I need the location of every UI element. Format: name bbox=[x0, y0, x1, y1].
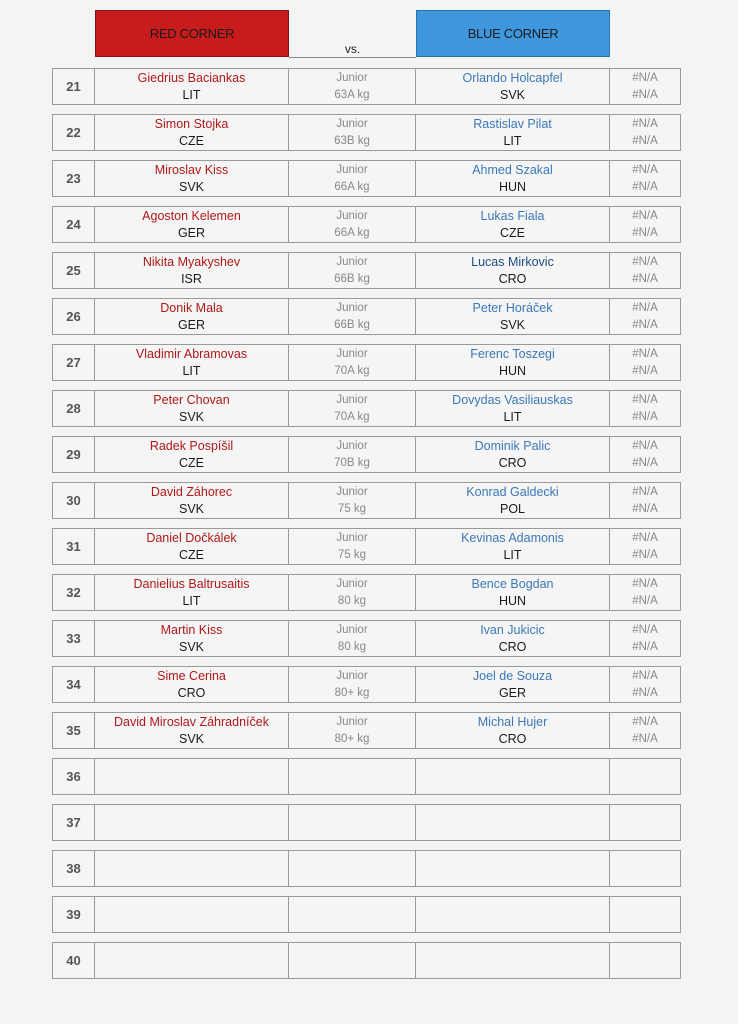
result-cell bbox=[610, 345, 680, 380]
red-corner-cell bbox=[95, 437, 289, 472]
blue-fighter-name: Dovydas Vasiliauskas bbox=[452, 392, 573, 407]
blue-corner-cell bbox=[416, 621, 610, 656]
red-fighter-country: SVK bbox=[178, 639, 204, 654]
red-fighter-name: Danielius Baltrusaitis bbox=[133, 576, 250, 591]
blue-fighter-country: GER bbox=[498, 685, 527, 700]
result-value: #N/A bbox=[632, 732, 658, 745]
bout-number-cell bbox=[53, 897, 95, 932]
bout-category: Junior bbox=[336, 577, 368, 590]
red-fighter-country: ISR bbox=[181, 271, 202, 286]
bout-row bbox=[52, 252, 681, 289]
blue-fighter-country: CRO bbox=[498, 639, 527, 654]
bout-weight-class: 66B kg bbox=[334, 318, 370, 331]
red-fighter-country: GER bbox=[177, 225, 206, 240]
red-corner-cell bbox=[95, 621, 289, 656]
blue-fighter-name: Lukas Fiala bbox=[480, 208, 545, 223]
category-cell bbox=[289, 437, 416, 472]
blue-corner-cell bbox=[416, 207, 610, 242]
vs-label: vs. bbox=[344, 42, 361, 56]
bout-category: Junior bbox=[336, 669, 368, 682]
bout-table bbox=[52, 68, 681, 988]
red-corner-cell bbox=[95, 207, 289, 242]
blue-fighter-name: Orlando Holcapfel bbox=[462, 70, 563, 85]
bout-row bbox=[52, 528, 681, 565]
blue-fighter-country: CZE bbox=[500, 225, 525, 240]
bout-category: Junior bbox=[336, 531, 368, 544]
blue-fighter-country: POL bbox=[499, 501, 525, 516]
bout-category: Junior bbox=[336, 485, 368, 498]
category-cell bbox=[289, 851, 416, 886]
blue-fighter-country: CRO bbox=[498, 731, 527, 746]
bout-number-cell bbox=[53, 483, 95, 518]
category-cell bbox=[289, 621, 416, 656]
bout-row bbox=[52, 620, 681, 657]
red-fighter-country: LIT bbox=[182, 593, 201, 608]
bout-row bbox=[52, 68, 681, 105]
bout-category: Junior bbox=[336, 71, 368, 84]
result-cell bbox=[610, 437, 680, 472]
result-cell bbox=[610, 253, 680, 288]
bout-row bbox=[52, 712, 681, 749]
bout-number: 29 bbox=[66, 447, 81, 462]
bout-weight-class: 63B kg bbox=[334, 134, 370, 147]
bout-number: 39 bbox=[66, 907, 81, 922]
category-cell bbox=[289, 759, 416, 794]
bout-category: Junior bbox=[336, 715, 368, 728]
red-fighter-name: Daniel Dočkálek bbox=[146, 530, 237, 545]
bout-row bbox=[52, 804, 681, 841]
result-cell bbox=[610, 943, 680, 978]
bout-weight-class: 75 kg bbox=[337, 548, 367, 561]
result-value: #N/A bbox=[632, 364, 658, 377]
result-cell bbox=[610, 69, 680, 104]
bout-row bbox=[52, 390, 681, 427]
red-fighter-country: GER bbox=[177, 317, 206, 332]
result-value: #N/A bbox=[632, 410, 658, 423]
bout-weight-class: 66A kg bbox=[334, 180, 370, 193]
bout-number-cell bbox=[53, 529, 95, 564]
blue-fighter-name: Dominik Palic bbox=[474, 438, 551, 453]
category-cell bbox=[289, 575, 416, 610]
category-cell bbox=[289, 529, 416, 564]
bout-row bbox=[52, 344, 681, 381]
red-fighter-name: Nikita Myakyshev bbox=[142, 254, 241, 269]
result-value: #N/A bbox=[632, 226, 658, 239]
bout-number: 31 bbox=[66, 539, 81, 554]
bout-number: 33 bbox=[66, 631, 81, 646]
red-fighter-country: SVK bbox=[178, 501, 204, 516]
bout-number-cell bbox=[53, 69, 95, 104]
blue-fighter-country: SVK bbox=[499, 317, 525, 332]
result-value: #N/A bbox=[632, 502, 658, 515]
category-cell bbox=[289, 805, 416, 840]
bout-number-cell bbox=[53, 437, 95, 472]
result-value: #N/A bbox=[632, 669, 658, 682]
bout-category: Junior bbox=[336, 623, 368, 636]
red-fighter-country: SVK bbox=[178, 731, 204, 746]
red-corner-cell bbox=[95, 115, 289, 150]
blue-fighter-name: Ahmed Szakal bbox=[472, 162, 553, 177]
bout-category: Junior bbox=[336, 439, 368, 452]
blue-fighter-name: Peter Horáček bbox=[472, 300, 553, 315]
result-cell bbox=[610, 897, 680, 932]
red-fighter-name: David Záhorec bbox=[150, 484, 233, 499]
bout-number-cell bbox=[53, 345, 95, 380]
blue-corner-cell bbox=[416, 667, 610, 702]
bout-number-cell bbox=[53, 713, 95, 748]
bout-row bbox=[52, 896, 681, 933]
blue-corner-cell bbox=[416, 713, 610, 748]
result-cell bbox=[610, 161, 680, 196]
blue-fighter-name: Joel de Souza bbox=[472, 668, 553, 683]
blue-fighter-name: Bence Bogdan bbox=[471, 576, 554, 591]
result-value: #N/A bbox=[632, 439, 658, 452]
bout-row bbox=[52, 114, 681, 151]
result-value: #N/A bbox=[632, 347, 658, 360]
result-cell bbox=[610, 529, 680, 564]
bout-number: 24 bbox=[66, 217, 81, 232]
bout-weight-class: 63A kg bbox=[334, 88, 370, 101]
result-cell bbox=[610, 207, 680, 242]
blue-corner-cell bbox=[416, 253, 610, 288]
result-value: #N/A bbox=[632, 117, 658, 130]
category-cell bbox=[289, 713, 416, 748]
red-corner-cell bbox=[95, 575, 289, 610]
blue-fighter-country: CRO bbox=[498, 271, 527, 286]
result-value: #N/A bbox=[632, 134, 658, 147]
red-corner-cell bbox=[95, 483, 289, 518]
result-value: #N/A bbox=[632, 623, 658, 636]
blue-fighter-name: Konrad Galdecki bbox=[466, 484, 559, 499]
category-cell bbox=[289, 69, 416, 104]
bout-row bbox=[52, 666, 681, 703]
red-corner-cell bbox=[95, 667, 289, 702]
bout-number-cell bbox=[53, 115, 95, 150]
blue-fighter-name: Rastislav Pilat bbox=[473, 116, 552, 131]
red-fighter-country: LIT bbox=[182, 363, 201, 378]
result-value: #N/A bbox=[632, 301, 658, 314]
blue-fighter-name: Ivan Jukicic bbox=[480, 622, 545, 637]
result-cell bbox=[610, 713, 680, 748]
bout-number-cell bbox=[53, 575, 95, 610]
result-value: #N/A bbox=[632, 272, 658, 285]
blue-fighter-country: LIT bbox=[503, 547, 522, 562]
category-cell bbox=[289, 897, 416, 932]
red-fighter-name: Giedrius Baciankas bbox=[137, 70, 246, 85]
red-corner-cell bbox=[95, 897, 289, 932]
bout-number-cell bbox=[53, 805, 95, 840]
red-fighter-name: Martin Kiss bbox=[160, 622, 223, 637]
bout-category: Junior bbox=[336, 209, 368, 222]
red-fighter-name: Peter Chovan bbox=[153, 392, 230, 407]
red-corner-cell bbox=[95, 391, 289, 426]
bout-number: 35 bbox=[66, 723, 81, 738]
blue-fighter-country: HUN bbox=[498, 363, 527, 378]
category-cell bbox=[289, 943, 416, 978]
red-fighter-name: Agoston Kelemen bbox=[142, 208, 241, 223]
blue-corner-cell bbox=[416, 483, 610, 518]
bout-number-cell bbox=[53, 253, 95, 288]
result-cell bbox=[610, 299, 680, 334]
bout-number: 40 bbox=[66, 953, 81, 968]
bout-number-cell bbox=[53, 299, 95, 334]
red-fighter-name: David Miroslav Záhradníček bbox=[114, 714, 269, 729]
red-fighter-name: Sime Cerina bbox=[157, 668, 226, 683]
result-cell bbox=[610, 621, 680, 656]
red-corner-cell bbox=[95, 759, 289, 794]
bout-number: 27 bbox=[66, 355, 81, 370]
bout-weight-class: 80+ kg bbox=[334, 686, 370, 699]
bout-number: 26 bbox=[66, 309, 81, 324]
red-fighter-name: Simon Stojka bbox=[154, 116, 229, 131]
result-value: #N/A bbox=[632, 209, 658, 222]
bout-number: 22 bbox=[66, 125, 81, 140]
red-corner-cell bbox=[95, 529, 289, 564]
result-value: #N/A bbox=[632, 393, 658, 406]
blue-fighter-country: LIT bbox=[503, 409, 522, 424]
category-cell bbox=[289, 115, 416, 150]
result-value: #N/A bbox=[632, 577, 658, 590]
red-corner-cell bbox=[95, 713, 289, 748]
red-corner-header bbox=[95, 10, 289, 57]
result-value: #N/A bbox=[632, 318, 658, 331]
result-value: #N/A bbox=[632, 180, 658, 193]
bout-number: 30 bbox=[66, 493, 81, 508]
bout-number: 28 bbox=[66, 401, 81, 416]
result-value: #N/A bbox=[632, 456, 658, 469]
blue-corner-cell bbox=[416, 759, 610, 794]
bout-row bbox=[52, 436, 681, 473]
blue-corner-cell bbox=[416, 161, 610, 196]
bout-row bbox=[52, 160, 681, 197]
blue-corner-cell bbox=[416, 391, 610, 426]
category-cell bbox=[289, 667, 416, 702]
blue-fighter-country: SVK bbox=[499, 87, 525, 102]
red-corner-cell bbox=[95, 161, 289, 196]
result-value: #N/A bbox=[632, 715, 658, 728]
result-value: #N/A bbox=[632, 531, 658, 544]
bout-number: 36 bbox=[66, 769, 81, 784]
red-corner-cell bbox=[95, 345, 289, 380]
result-value: #N/A bbox=[632, 548, 658, 561]
red-corner-cell bbox=[95, 253, 289, 288]
red-fighter-name: Miroslav Kiss bbox=[154, 162, 229, 177]
bout-number-cell bbox=[53, 161, 95, 196]
bout-number: 25 bbox=[66, 263, 81, 278]
result-value: #N/A bbox=[632, 255, 658, 268]
blue-corner-header bbox=[416, 10, 610, 57]
red-corner-label: RED CORNER bbox=[149, 26, 235, 41]
bout-number-cell bbox=[53, 851, 95, 886]
bout-category: Junior bbox=[336, 301, 368, 314]
blue-corner-cell bbox=[416, 299, 610, 334]
blue-corner-cell bbox=[416, 851, 610, 886]
bout-number: 37 bbox=[66, 815, 81, 830]
bout-row bbox=[52, 758, 681, 795]
category-cell bbox=[289, 391, 416, 426]
red-fighter-name: Vladimir Abramovas bbox=[135, 346, 248, 361]
bout-row bbox=[52, 850, 681, 887]
result-value: #N/A bbox=[632, 163, 658, 176]
result-cell bbox=[610, 667, 680, 702]
red-corner-cell bbox=[95, 851, 289, 886]
red-corner-cell bbox=[95, 69, 289, 104]
bout-number-cell bbox=[53, 943, 95, 978]
blue-corner-cell bbox=[416, 575, 610, 610]
blue-fighter-name: Kevinas Adamonis bbox=[461, 530, 564, 545]
blue-fighter-name: Lucas Mirkovic bbox=[471, 254, 554, 269]
red-fighter-country: CZE bbox=[179, 455, 204, 470]
red-fighter-country: LIT bbox=[182, 87, 201, 102]
bout-number: 23 bbox=[66, 171, 81, 186]
bout-number: 21 bbox=[66, 79, 81, 94]
blue-corner-cell bbox=[416, 437, 610, 472]
red-fighter-country: SVK bbox=[178, 409, 204, 424]
bout-weight-class: 80+ kg bbox=[334, 732, 370, 745]
bout-number: 38 bbox=[66, 861, 81, 876]
red-fighter-country: CRO bbox=[177, 685, 206, 700]
bout-category: Junior bbox=[336, 347, 368, 360]
bout-category: Junior bbox=[336, 255, 368, 268]
bout-number: 34 bbox=[66, 677, 81, 692]
category-cell bbox=[289, 253, 416, 288]
bout-number-cell bbox=[53, 667, 95, 702]
bout-row bbox=[52, 942, 681, 979]
result-value: #N/A bbox=[632, 71, 658, 84]
red-fighter-country: CZE bbox=[179, 133, 204, 148]
blue-corner-cell bbox=[416, 805, 610, 840]
bout-row bbox=[52, 206, 681, 243]
blue-fighter-country: HUN bbox=[498, 179, 527, 194]
blue-corner-cell bbox=[416, 529, 610, 564]
bout-weight-class: 75 kg bbox=[337, 502, 367, 515]
category-cell bbox=[289, 345, 416, 380]
blue-corner-cell bbox=[416, 69, 610, 104]
category-cell bbox=[289, 299, 416, 334]
bout-weight-class: 80 kg bbox=[337, 594, 367, 607]
bout-category: Junior bbox=[336, 163, 368, 176]
red-fighter-country: CZE bbox=[179, 547, 204, 562]
red-fighter-name: Donik Mala bbox=[160, 300, 223, 315]
bout-row bbox=[52, 574, 681, 611]
bout-number-cell bbox=[53, 391, 95, 426]
blue-fighter-country: HUN bbox=[498, 593, 527, 608]
bout-category: Junior bbox=[336, 117, 368, 130]
bout-weight-class: 66A kg bbox=[334, 226, 370, 239]
blue-corner-cell bbox=[416, 897, 610, 932]
bout-weight-class: 70B kg bbox=[334, 456, 370, 469]
red-fighter-country: SVK bbox=[178, 179, 204, 194]
bout-number-cell bbox=[53, 621, 95, 656]
result-cell bbox=[610, 805, 680, 840]
red-corner-cell bbox=[95, 299, 289, 334]
result-value: #N/A bbox=[632, 485, 658, 498]
blue-fighter-name: Ferenc Toszegi bbox=[470, 346, 555, 361]
category-cell bbox=[289, 207, 416, 242]
blue-fighter-country: LIT bbox=[503, 133, 522, 148]
result-cell bbox=[610, 391, 680, 426]
blue-corner-cell bbox=[416, 943, 610, 978]
result-value: #N/A bbox=[632, 594, 658, 607]
bout-weight-class: 66B kg bbox=[334, 272, 370, 285]
result-cell bbox=[610, 575, 680, 610]
bout-number: 32 bbox=[66, 585, 81, 600]
blue-fighter-name: Michal Hujer bbox=[477, 714, 548, 729]
result-value: #N/A bbox=[632, 686, 658, 699]
bout-weight-class: 80 kg bbox=[337, 640, 367, 653]
result-value: #N/A bbox=[632, 640, 658, 653]
result-cell bbox=[610, 115, 680, 150]
red-corner-cell bbox=[95, 943, 289, 978]
red-corner-cell bbox=[95, 805, 289, 840]
vs-underline bbox=[289, 57, 416, 58]
blue-fighter-country: CRO bbox=[498, 455, 527, 470]
bout-weight-class: 70A kg bbox=[334, 410, 370, 423]
result-cell bbox=[610, 851, 680, 886]
bout-row bbox=[52, 298, 681, 335]
result-cell bbox=[610, 483, 680, 518]
result-cell bbox=[610, 759, 680, 794]
red-fighter-name: Radek Pospíšil bbox=[149, 438, 234, 453]
bout-number-cell bbox=[53, 207, 95, 242]
category-cell bbox=[289, 161, 416, 196]
blue-corner-cell bbox=[416, 115, 610, 150]
blue-corner-label: BLUE CORNER bbox=[467, 26, 559, 41]
category-cell bbox=[289, 483, 416, 518]
bout-weight-class: 70A kg bbox=[334, 364, 370, 377]
blue-corner-cell bbox=[416, 345, 610, 380]
bout-row bbox=[52, 482, 681, 519]
bout-number-cell bbox=[53, 759, 95, 794]
result-value: #N/A bbox=[632, 88, 658, 101]
bout-category: Junior bbox=[336, 393, 368, 406]
